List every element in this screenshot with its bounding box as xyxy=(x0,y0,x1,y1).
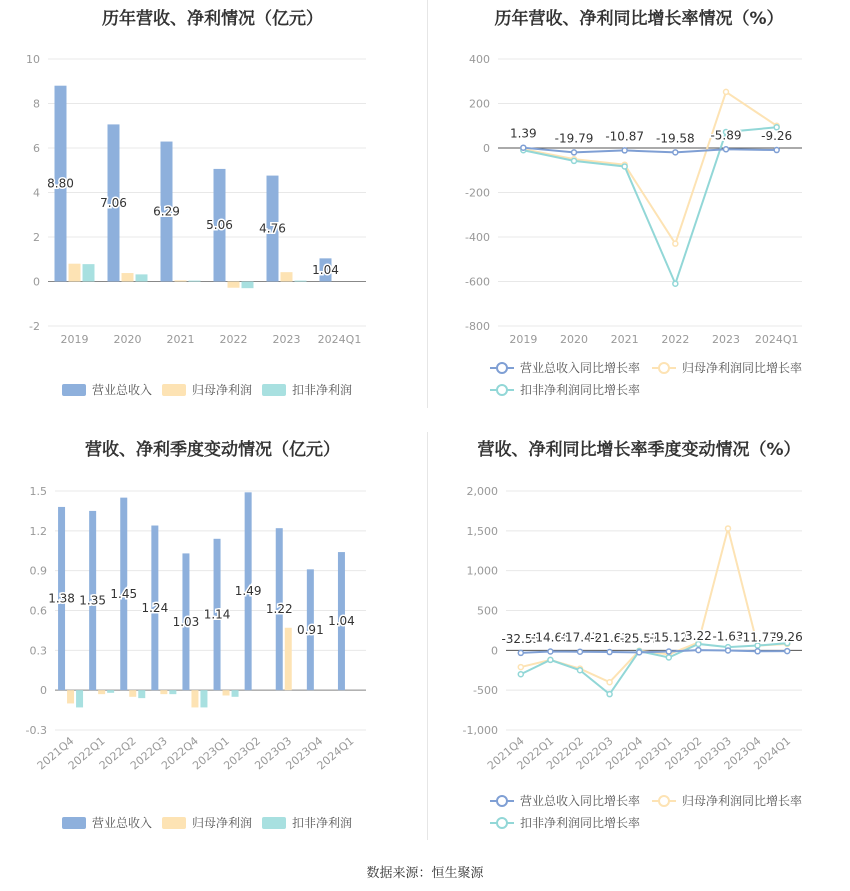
bar xyxy=(69,264,81,282)
series-line xyxy=(523,92,776,244)
y-tick-label: -1,000 xyxy=(462,724,498,737)
data-label: -25.57 xyxy=(619,631,659,646)
chart-quarterly-growth xyxy=(428,425,850,855)
y-tick-label: 6 xyxy=(33,142,40,155)
series-point xyxy=(572,150,577,155)
legend-label: 扣非净利润 xyxy=(292,383,353,397)
y-tick-label: -600 xyxy=(465,275,490,289)
data-label: 1.04 xyxy=(328,614,355,629)
x-tick-label: 2019 xyxy=(509,333,538,346)
chart-panel-quarterly-growth xyxy=(428,425,850,855)
data-label: 5.06 xyxy=(206,218,233,233)
bar xyxy=(191,690,198,707)
legend-swatch xyxy=(62,384,86,396)
x-tick-label: 2022 xyxy=(219,333,248,346)
x-tick-label: 2023Q2 xyxy=(221,734,264,773)
x-tick-label: 2019 xyxy=(60,333,89,346)
series-point xyxy=(578,649,583,654)
x-tick-label: 2022Q1 xyxy=(65,734,108,773)
x-tick-label: 2022Q2 xyxy=(96,734,139,773)
y-tick-label: 500 xyxy=(477,604,498,618)
bar xyxy=(285,628,292,690)
y-tick-label: 10 xyxy=(26,53,40,66)
x-tick-label: 2024Q1 xyxy=(754,333,799,346)
y-tick-label: 0.6 xyxy=(29,604,47,618)
series-point xyxy=(726,526,731,531)
series-point xyxy=(548,649,553,654)
y-tick-label: 0 xyxy=(33,275,40,289)
series-point xyxy=(673,281,678,286)
legend-label: 营业总收入同比增长率 xyxy=(520,794,641,808)
y-tick-label: 0 xyxy=(40,684,47,698)
y-tick-label: -2 xyxy=(29,320,40,333)
data-label: -17.47 xyxy=(560,630,600,645)
bar xyxy=(189,281,201,282)
series-point xyxy=(666,649,671,654)
legend-swatch xyxy=(162,817,186,829)
y-tick-label: -500 xyxy=(473,684,498,698)
x-tick-label: 2024Q1 xyxy=(751,734,794,773)
data-label: 1.03 xyxy=(172,614,200,629)
bar xyxy=(200,690,207,707)
y-tick-label: 0.9 xyxy=(29,564,47,578)
bar xyxy=(136,274,148,281)
data-label: 1.35 xyxy=(79,593,107,608)
bar xyxy=(122,273,134,281)
data-label: -10.87 xyxy=(605,129,645,144)
y-tick-label: -800 xyxy=(465,320,490,333)
bar xyxy=(67,690,74,703)
data-label: -9.26 xyxy=(771,630,803,645)
data-label: 1.49 xyxy=(234,584,262,599)
bar xyxy=(232,690,239,697)
series-point xyxy=(637,650,642,655)
y-tick-label: -200 xyxy=(465,186,490,200)
series-point xyxy=(607,650,612,655)
data-label: 0.91 xyxy=(296,622,324,637)
x-tick-label: 2020 xyxy=(113,333,142,346)
series-line xyxy=(521,528,787,682)
data-label: 1.24 xyxy=(141,600,169,615)
series-point xyxy=(521,145,526,150)
x-tick-label: 2023Q4 xyxy=(721,734,764,773)
data-label: -9.26 xyxy=(761,129,793,144)
bar xyxy=(175,280,187,281)
legend-swatch xyxy=(659,363,669,373)
data-label: -11.77 xyxy=(738,630,777,645)
x-tick-label: 2023Q3 xyxy=(692,734,734,773)
chart-title: 营收、净利同比增长率季度变动情况（%） xyxy=(477,440,801,460)
source-note: 数据来源：恒生聚源 xyxy=(366,866,484,881)
bar xyxy=(281,272,293,281)
series-point xyxy=(673,150,678,155)
x-tick-label: 2023Q1 xyxy=(632,734,675,773)
data-label: 1.04 xyxy=(312,262,339,277)
chart-annual-growth xyxy=(428,0,850,420)
y-tick-label: 0.3 xyxy=(29,644,47,658)
x-tick-label: 2022Q3 xyxy=(127,734,170,773)
x-tick-label: 2023 xyxy=(712,333,740,346)
chart-panel-annual-revenue xyxy=(0,0,425,420)
series-point xyxy=(578,668,583,673)
bar xyxy=(129,690,136,697)
data-label: 6.29 xyxy=(153,204,180,219)
legend-swatch xyxy=(497,796,507,806)
legend-label: 归母净利润 xyxy=(192,816,253,830)
y-tick-label: 2,000 xyxy=(466,485,498,498)
x-tick-label: 2021 xyxy=(166,333,195,346)
x-tick-label: 2023 xyxy=(272,333,301,346)
data-label: -19.58 xyxy=(655,131,695,146)
bar xyxy=(76,690,83,707)
chart-title: 营收、净利季度变动情况（亿元） xyxy=(85,440,340,460)
chart-title: 历年营收、净利同比增长率情况（%） xyxy=(494,9,784,29)
y-tick-label: 1.5 xyxy=(29,485,47,498)
series-point xyxy=(572,158,577,163)
series-point xyxy=(666,655,671,660)
series-point xyxy=(724,147,729,152)
data-label: -1.63 xyxy=(712,629,744,644)
data-label: -15.12 xyxy=(649,630,689,645)
legend-label: 归母净利润同比增长率 xyxy=(682,361,803,375)
x-tick-label: 2024Q1 xyxy=(317,333,362,346)
data-label: -5.89 xyxy=(710,128,742,143)
data-label: -21.63 xyxy=(590,631,629,646)
y-tick-label: 4 xyxy=(33,186,40,200)
legend-swatch xyxy=(497,363,507,373)
y-tick-label: 8 xyxy=(33,97,40,111)
x-tick-label: 2022Q4 xyxy=(159,734,201,773)
legend-swatch xyxy=(262,384,286,396)
x-tick-label: 2023Q2 xyxy=(662,734,705,773)
bar xyxy=(223,690,230,695)
data-label: 1.45 xyxy=(110,586,138,601)
y-tick-label: 0 xyxy=(483,142,490,155)
series-point xyxy=(607,692,612,697)
bar xyxy=(295,281,307,282)
data-label: 3.22 xyxy=(685,629,712,644)
data-label: 1.39 xyxy=(509,126,537,141)
y-tick-label: 400 xyxy=(469,53,490,66)
data-label: 4.76 xyxy=(259,221,286,236)
series-point xyxy=(622,148,627,153)
data-label: 7.06 xyxy=(100,195,127,210)
legend-label: 扣非净利润 xyxy=(292,816,353,830)
y-tick-label: 1.2 xyxy=(29,524,47,538)
y-tick-label: 200 xyxy=(469,97,490,111)
x-tick-label: 2021 xyxy=(610,333,639,346)
x-tick-label: 2021Q4 xyxy=(484,734,527,773)
data-label: 8.80 xyxy=(47,176,74,191)
chart-title: 历年营收、净利情况（亿元） xyxy=(102,9,323,29)
bar xyxy=(228,282,240,288)
y-tick-label: 1,000 xyxy=(466,564,498,578)
chart-quarterly-revenue xyxy=(0,425,425,855)
data-label: -14.66 xyxy=(531,630,570,645)
y-tick-label: 1,500 xyxy=(466,524,498,538)
series-point xyxy=(548,657,553,662)
x-tick-label: 2022Q2 xyxy=(544,734,586,773)
x-tick-label: 2022Q3 xyxy=(573,734,616,773)
x-tick-label: 2020 xyxy=(560,333,588,346)
bar xyxy=(98,690,105,694)
bar xyxy=(83,264,95,281)
series-point xyxy=(518,650,523,655)
x-tick-label: 2022Q4 xyxy=(603,734,646,773)
x-tick-label: 2024Q1 xyxy=(314,734,357,773)
legend-swatch xyxy=(262,817,286,829)
legend-label: 归母净利润 xyxy=(192,383,253,397)
y-tick-label: -0.3 xyxy=(25,724,47,737)
legend-swatch xyxy=(62,817,86,829)
series-point xyxy=(673,241,678,246)
data-label: 1.38 xyxy=(48,591,75,606)
legend-swatch xyxy=(659,796,669,806)
bar xyxy=(160,690,167,694)
series-point xyxy=(755,649,760,654)
legend-swatch xyxy=(497,385,507,395)
series-point xyxy=(726,648,731,653)
legend-label: 营业总收入 xyxy=(92,383,153,397)
data-label: -19.79 xyxy=(554,131,594,146)
chart-panel-annual-growth xyxy=(428,0,850,420)
bar xyxy=(242,282,254,289)
data-label: 1.22 xyxy=(265,602,293,617)
y-tick-label: -400 xyxy=(465,231,490,244)
x-tick-label: 2023Q4 xyxy=(283,734,326,773)
series-point xyxy=(774,148,779,153)
y-tick-label: 0 xyxy=(491,644,498,658)
x-tick-label: 2022Q1 xyxy=(514,734,557,773)
chart-panel-quarterly-revenue xyxy=(0,425,425,855)
series-point xyxy=(696,648,701,653)
x-tick-label: 2023Q1 xyxy=(190,734,232,773)
series-point xyxy=(518,665,523,670)
data-label: -32.55 xyxy=(501,631,541,646)
legend-label: 扣非净利润同比增长率 xyxy=(520,383,641,397)
chart-annual-revenue xyxy=(0,0,425,420)
series-point xyxy=(785,649,790,654)
series-point xyxy=(622,164,627,169)
data-label: 1.14 xyxy=(203,607,231,622)
x-tick-label: 2022 xyxy=(661,333,690,346)
bar xyxy=(107,690,114,693)
series-point xyxy=(607,680,612,685)
x-tick-label: 2023Q3 xyxy=(252,734,295,773)
series-point xyxy=(724,89,729,94)
series-point xyxy=(518,672,523,677)
legend-swatch xyxy=(162,384,186,396)
bar xyxy=(169,690,176,694)
x-tick-label: 2021Q4 xyxy=(34,734,77,773)
legend-label: 营业总收入 xyxy=(92,816,153,830)
legend-label: 营业总收入同比增长率 xyxy=(520,361,641,375)
y-tick-label: 2 xyxy=(33,231,40,244)
bar xyxy=(138,690,145,698)
legend-swatch xyxy=(497,818,507,828)
legend-label: 扣非净利润同比增长率 xyxy=(520,816,641,830)
legend-label: 归母净利润同比增长率 xyxy=(682,794,803,808)
